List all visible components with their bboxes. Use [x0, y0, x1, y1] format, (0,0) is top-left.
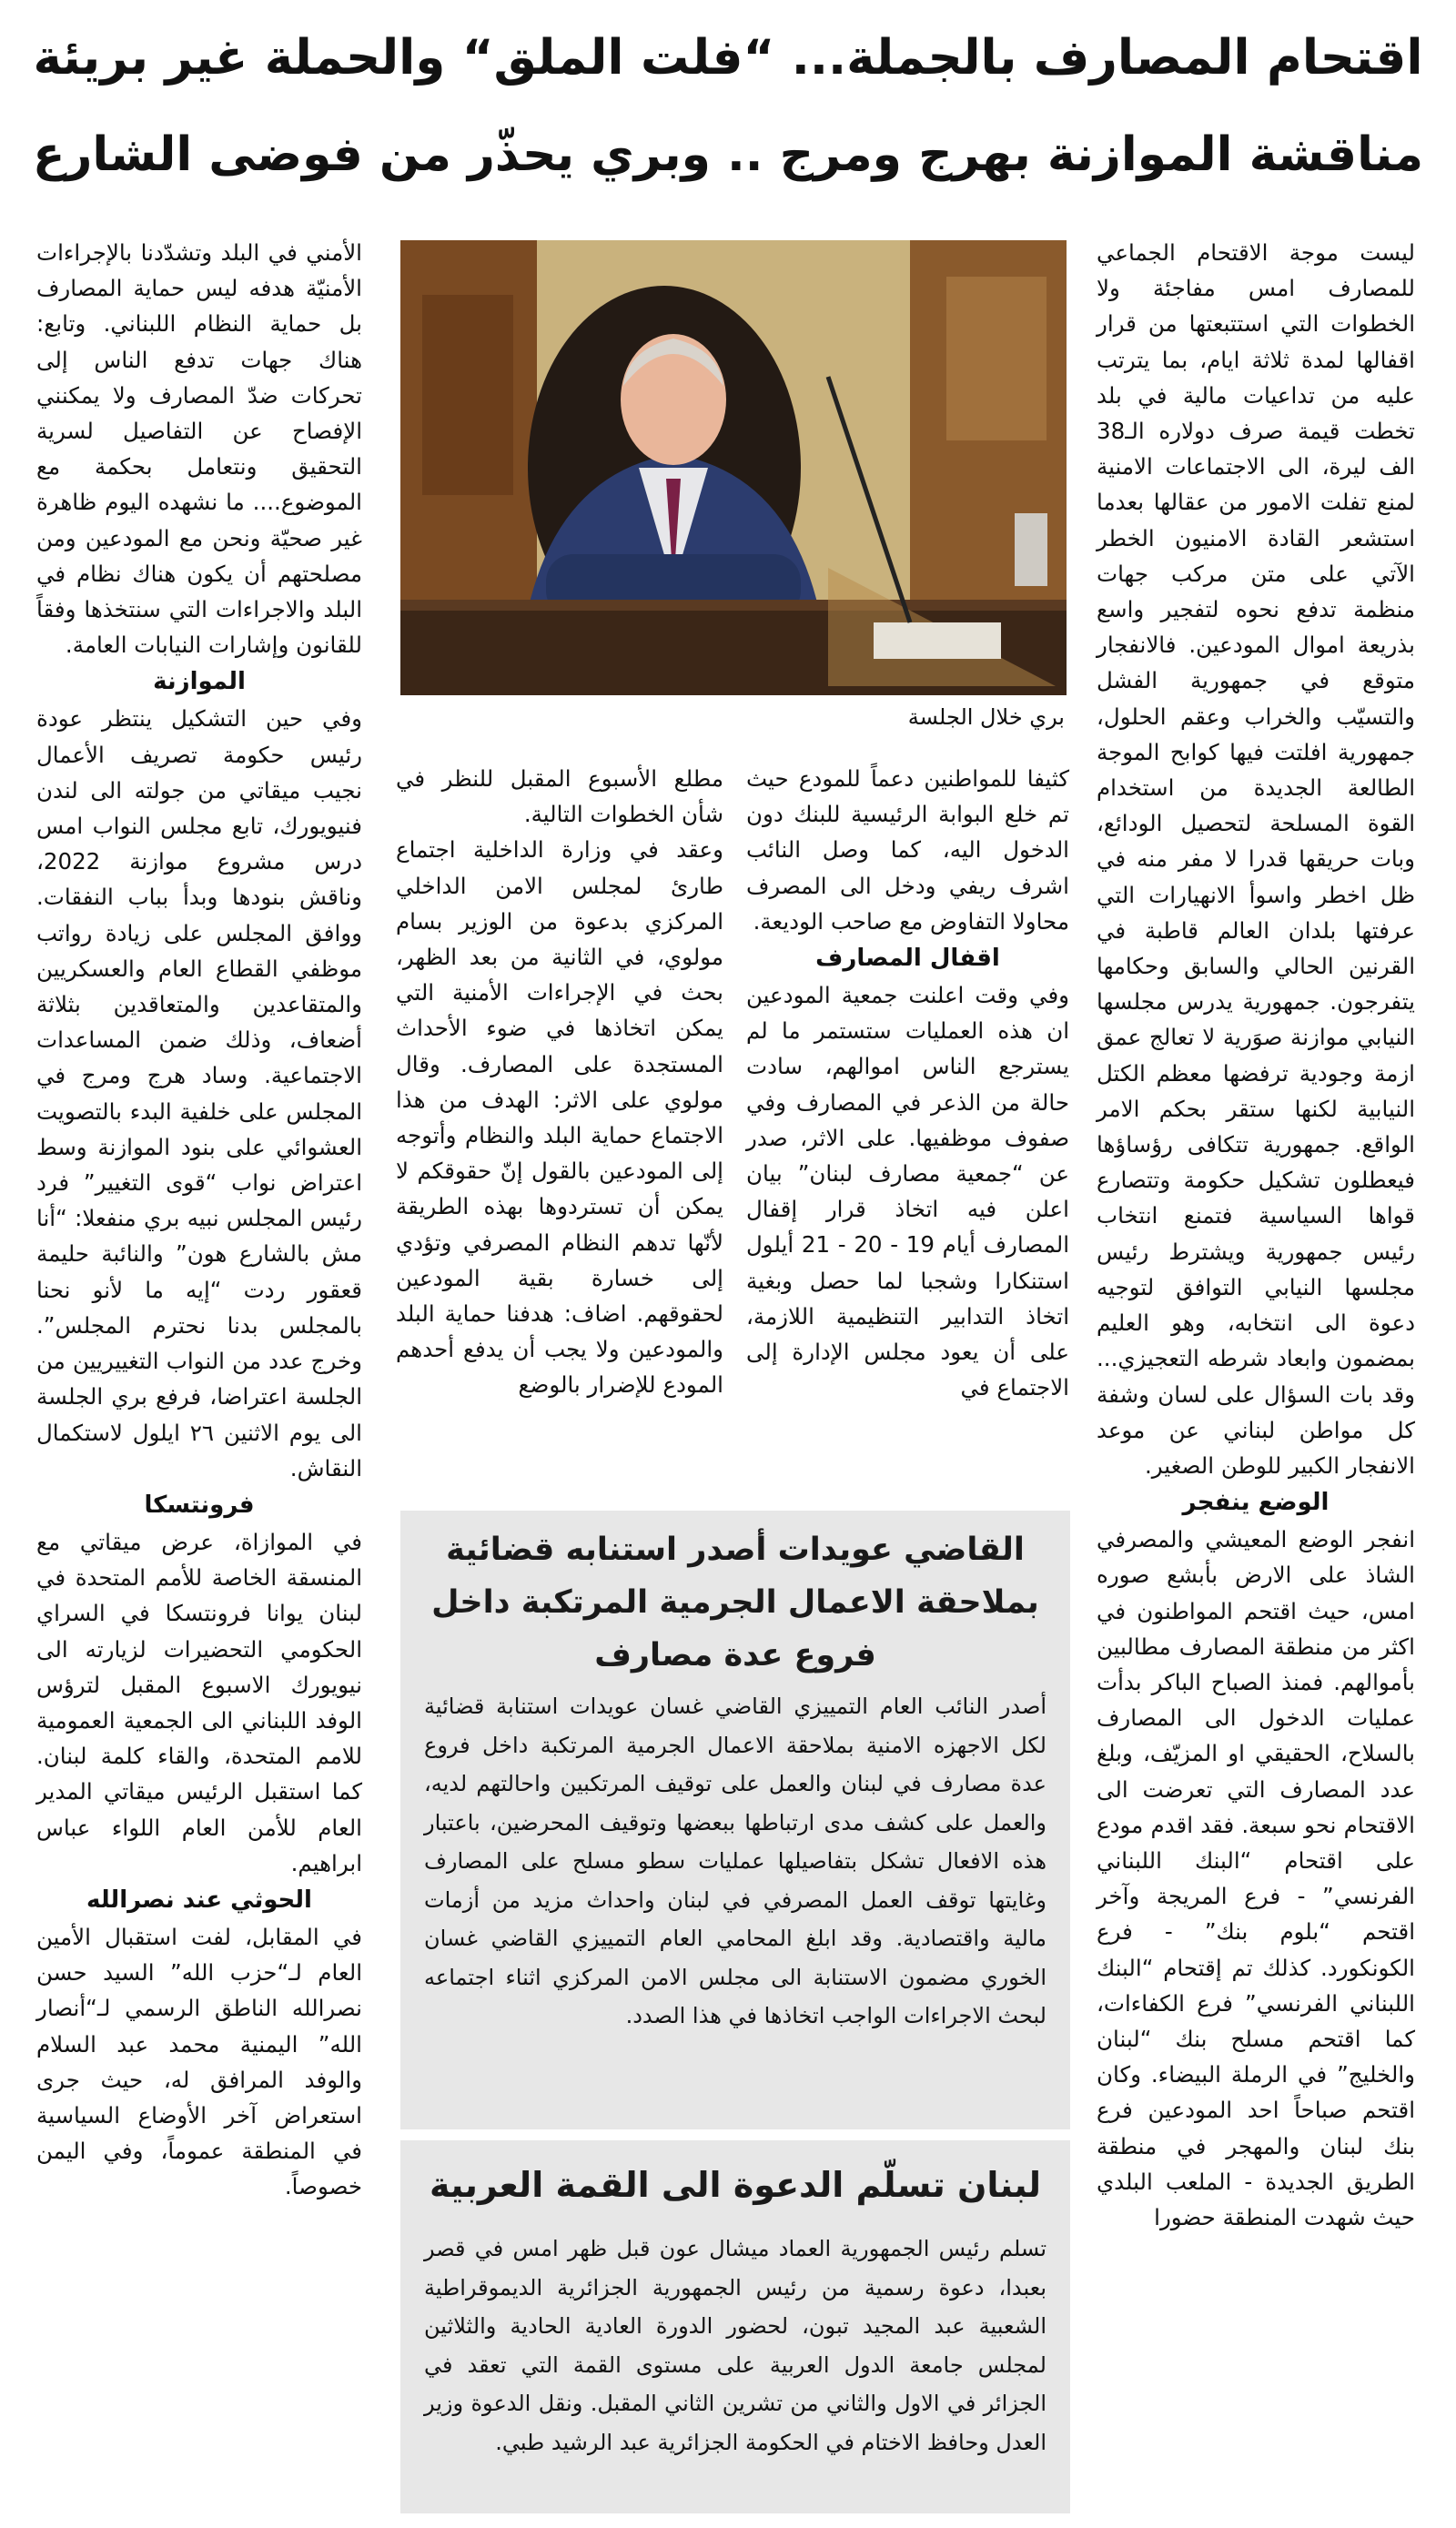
boxed-article-arab-summit [400, 2140, 1070, 2513]
article-column-right [1097, 235, 1415, 2528]
boxed-article-judge-oweidat [400, 1511, 1070, 2129]
article-column-middle-left [396, 761, 723, 1399]
article-paragraph: مطلع الأسبوع المقبل للنظر في شأن الخطوات التالية. [396, 765, 723, 828]
article-paragraph: كثيفا للمواطنين دعماً للمودع حيث تم خلع البوابة الرئيسية للبنك دون الدخول اليه، كما وصل النائب اشرف ريفي ودخل الى المصرف محاولا التفاوض مع صاحب الوديعة. [746, 765, 1069, 935]
article-paragraph: وعقد في وزارة الداخلية اجتماع طارئ لمجلس الامن الداخلي المركزي بدعوة من الوزير بسام مولوي، في الثانية من بعد الظهر، بحث في الإجراءات الأمنية التي يمكن اتخاذها في ضوء الأحداث المستجدة على المصارف. وقال مولوي على الاثر: الهدف من هذا الاجتماع حماية البلد والنظام وأتوجه إلى المودعين بالقول إنّ حقوقكم لا يمكن أن تستردوها بهذه الطريقة لأنّها تدهم النظام المصرفي وتؤدي إلى خسارة بقية المودعين لحقوقهم. اضاف: هدفنا حماية البلد والمودعين ولا يجب أن يدفع أحدهم المودع للإضرار بالوضع [396, 836, 723, 1399]
subheading-budget: الموازنة [153, 668, 246, 696]
article-paragraph: الأمني في البلد وتشدّدنا بالإجراءات الأمنيّة هدفه ليس حماية المصارف بل حماية النظام اللبناني. وتابع: هناك جهات تدفع الناس إلى تحركات ضدّ المصارف ولا يمكنني الإفصاح عن التفاصيل لسرية التحقيق ونتعامل بحكمة مع الموضوع.... ما نشهده اليوم ظاهرة غير صحيّة ونحن مع المودعين ومن مصلحتهم أن يكون هناك نظام في البلد والاجراءات التي سنتخذها وفقاً للقانون وإشارات النيابات العامة. [36, 239, 362, 659]
headline-line-1: اقتحام المصارف بالجملة... “فلت الملق“ والحملة غير بريئة [33, 30, 1423, 86]
article-column-middle-right [746, 761, 1070, 1401]
boxed-article-body: أصدر النائب العام التمييزي القاضي غسان عويدات استنابة قضائية لكل الاجهزه الامنية بملاحقة الاعمال الجرمية المرتكبة داخل فروع عدة مصارف في لبنان والعمل على توقيف المرتكبين واحالتهم لديه، والعمل على كشف مدى ارتباطها ببعضها وتوقيف المحرضين، باعتبار هذه الافعال تشكل بتفاصيلها عمليات سطو مسلح على المصارف وغايتها توقف العمل المصرفي في لبنان واحداث مزيد من أزمات مالية واقتصادية. وقد ابلغ المحامي العام التمييزي القاضي غسان الخوري مضمون الاستنابة الى مجلس الامن المركزي اثناء اجتماعه لبحث الاجراءات الواجب اتخاذها في هذا الصدد. [424, 1694, 1046, 2028]
article-paragraph: في المقابل، لفت استقبال الأمين العام لـ“حزب الله” السيد حسن نصرالله الناطق الرسمي لـ“أنصار الله” اليمنية محمد عبد السلام والوفد المرافق له، حيث جرى استعراض آخر الأوضاع السياسية في المنطقة عموماً، وفي اليمن خصوصاً. [36, 1923, 362, 2200]
article-paragraph: انفجر الوضع المعيشي والمصرفي الشاذ على الارض بأبشع صوره امس، حيث اقتحم المواطنون في اكثر من منطقة المصارف مطالبين بأموالهم. فمنذ الصباح الباكر بدأت عمليات الدخول الى المصارف بالسلاح، الحقيقي او المزيّف، وبلغ عدد المصارف التي تعرضت الى الاقتحام نحو سبعة. فقد اقدم مودع على اقتحام “البنك اللبناني الفرنسي” - فرع المريجة وآخر اقتحم “بلوم بنك” - فرع الكونكورد. كذلك تم إقتحام “البنك اللبناني الفرنسي” فرع الكفاءات، كما اقتحم مسلح بنك “لبنان والخليج” في الرملة البيضاء. وكان اقتحم صباحاً احد المودعين فرع بنك لبنان والمهجر في منطقة الطريق الجديدة - الملعب البلدي حيث شهدت المنطقة حضورا [1097, 1526, 1415, 2230]
boxed-article-title: لبنان تسلّم الدعوة الى القمة العربية [430, 2165, 1041, 2205]
subheading-houthi-nasrallah: الحوثي عند نصرالله [86, 1886, 312, 1914]
boxed-article-title: القاضي عويدات أصدر استنابه قضائية بملاحقة الاعمال الجرمية المرتكبة داخل فروع عدة مصارف [431, 1532, 1039, 1674]
subheading-frontska: فرونتسكا [144, 1491, 255, 1519]
article-paragraph: في الموازاة، عرض ميقاتي مع المنسقة الخاصة للأمم المتحدة في لبنان يوانا فرونتسكا في السراي الحكومي التحضيرات لزيارته الى نيويورك الاسبوع المقبل لترؤس الوفد اللبناني الى الجمعية العمومية للامم المتحدة، والقاء كلمة لبنان. كما استقبل الرئيس ميقاتي المدير العام للأمن العام اللواء عباس ابراهيم. [36, 1528, 362, 1876]
subheading-bank-closure: اقفال المصارف [815, 945, 1000, 973]
article-column-left [36, 235, 362, 2528]
boxed-article-body: تسلم رئيس الجمهورية العماد ميشال عون قبل ظهر امس في قصر بعبدا، دعوة رسمية من رئيس الجمهورية الجزائرية الديموقراطية الشعبية عبد المجيد تبون، لحضور الدورة العادية الحادية والثلاثين لمجلس جامعة الدول العربية على مستوى القمة التي تعقد في الجزائر في الاول والثاني من تشرين الثاني المقبل. ونقل الدعوة وزير العدل وحافظ الاختام في الحكومة الجزائرية عبد الرشيد طبي. [424, 2236, 1046, 2455]
photo-caption: بري خلال الجلسة [907, 704, 1065, 730]
photo-berri-session [400, 240, 1067, 695]
article-paragraph: ليست موجة الاقتحام الجماعي للمصارف امس مفاجئة ولا الخطوات التي استتبعتها من قرار اقفالها لمدة ثلاثة ايام، بما يترتب عليه من تداعيات مالية في بلد تخطت قيمة صرف دولاره الـ38 الف ليرة، الى الاجتماعات الامنية لمنع تفلت الامور من عقالها بعدما استشعر القادة الامنيون الخطر الآتي على متن مركب جهات منظمة تدفع نحوه لتفجير واسع بذريعة اموال المودعين. فالانفجار متوقع في جمهورية الفشل والتسيّب والخراب وعقم الحلول، جمهورية افلتت فيها كوابح الموجة الطالعة الجديدة من استخدام القوة المسلحة لتحصيل الودائع، وبات حريقها قدرا لا مفر منه في ظل اخطر واسوأ الانهيارات التي عرفتها بلدان العالم قاطبة في القرنين الحالي والسابق وحكامها يتفرجون. جمهورية يدرس مجلسها النيابي موازنة صوَرية لا تعالج عمق ازمة وجودية ترفضها معظم الكتل النيابية لكنها ستقر بحكم الامر الواقع. جمهورية تتكافى رؤساؤها فيعطلون تشكيل حكومة وتتصارع قواها السياسية فتمنع انتخاب رئيس جمهورية ويشترط رئيس مجلسها النيابي التوافق لتوجيه دعوة الى انتخابه، وهو العليم بمضمون وابعاد شرطه التعجيزي... وقد بات السؤال على لسان وشفة كل مواطن لبناني عن موعد الانفجار الكبير للوطن الصغير. [1097, 239, 1415, 1479]
photo-illustration [400, 240, 1067, 695]
article-paragraph: وفي حين التشكيل ينتظر عودة رئيس حكومة تصريف الأعمال نجيب ميقاتي من جولته الى لندن فنيويورك، تابع مجلس النواب امس درس مشروع موازنة 2022، وناقش بنودها وبدأ بباب النفقات. ووافق المجلس على زيادة رواتب موظفي القطاع العام والعسكريين والمتقاعدين والمتعاقدين بثلاثة أضعاف، وذلك ضمن المساعدات الاجتماعية. وساد هرج ومرج في المجلس على خلفية البدء بالتصويت العشوائي على بنود الموازنة وسط اعتراض نواب “قوى التغيير” فرد رئيس المجلس نبيه بري منفعلا: “أنا مش بالشارع هون” والنائبة حليمة قعقور ردت “إيه ما لأنو نحنا بالمجلس بدنا نحترم المجلس”. وخرج عدد من النواب التغييريين من الجلسة اعتراضا، فرفع بري الجلسة الى يوم الاثنين ٢٦ ايلول لاستكمال النقاش. [36, 705, 362, 1481]
subheading-situation-explodes: الوضع ينفجر [1182, 1489, 1330, 1517]
headline-line-2: مناقشة الموازنة بهرج ومرج .. وبري يحذّر من فوضى الشارع [32, 127, 1424, 182]
article-paragraph: وفي وقت اعلنت جمعية المودعين ان هذه العمليات ستستمر ما لم يسترجع الناس اموالهم، سادت حالة من الذعر في المصارف وفي صفوف موظفيها. على الاثر، صدر عن “جمعية مصارف لبنان” بيان اعلن فيه اتخاذ قرار إقفال المصارف أيام 19 - 20 - 21 أيلول استنكارا وشجبا لما حصل وبغية اتخاذ التدابير التنظيمية اللازمة، على أن يعود مجلس الإدارة إلى الاجتماع في [746, 982, 1070, 1401]
